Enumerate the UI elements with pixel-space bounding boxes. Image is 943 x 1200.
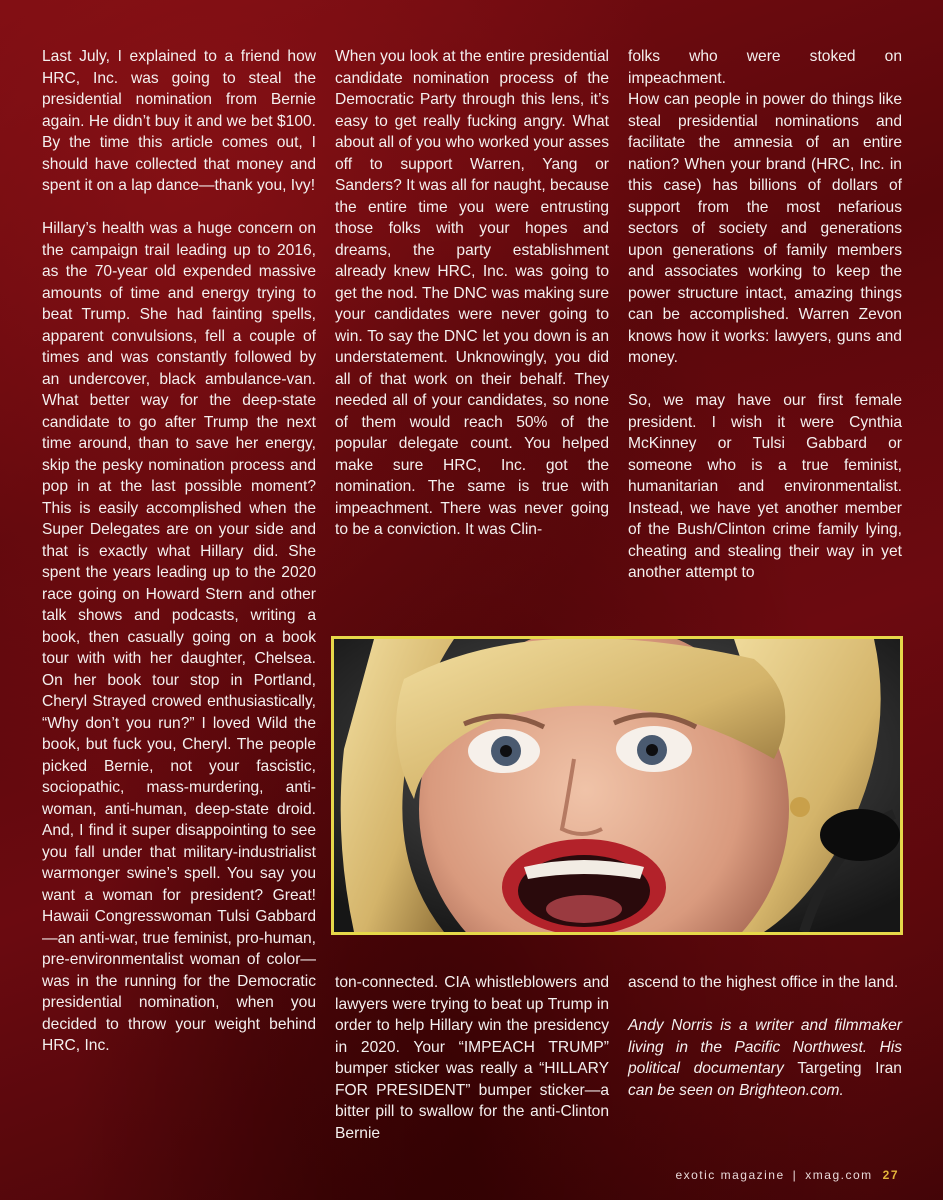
article-column-2-top bbox=[335, 46, 609, 541]
page-footer bbox=[675, 1168, 899, 1182]
footer-divider: | bbox=[792, 1168, 798, 1182]
article-column-3-top bbox=[628, 46, 902, 584]
article-column-1 bbox=[42, 46, 316, 1057]
paragraph: folks who were stoked on impeachment. bbox=[628, 48, 902, 87]
paragraph: So, we may have our first female president. I wish it were Cynthia McKinney or Tulsi Gabbard or someone who is a true feminist, humanitarian and environmentalist. Instead, we have yet another member of the Bush/Clinton crime family lying, cheating and stealing their way in yet another attempt to bbox=[628, 392, 902, 581]
page-number: 27 bbox=[882, 1168, 899, 1182]
author-bio-text: Andy Norris is a writer and filmmaker living in the Pacific Northwest. His political documentary bbox=[628, 1017, 902, 1077]
article-column-3-bottom bbox=[628, 972, 902, 1101]
website: xmag.com bbox=[805, 1168, 873, 1182]
portrait-photo bbox=[331, 636, 903, 935]
documentary-title: Targeting Iran bbox=[797, 1060, 902, 1077]
paragraph: Last July, I explained to a friend how HRC, Inc. was going to steal the presidential nomination from Bernie again. He didn’t buy it and we bet $100. By the time this article comes out, I should have collected that money and spent it on a lap dance—thank you, Ivy! bbox=[42, 48, 316, 194]
paragraph: How can people in power do things like steal presidential nominations and facilitate the amnesia of an entire nation? When your brand (HRC, Inc. in this case) has billions of dollars of support from the most nefarious sectors of society and generations upon generations of family members and associates working to keep the power structure intact, amazing things can be accomplished. Warren Zevon knows how it works: lawyers, guns and money. bbox=[628, 91, 902, 366]
author-bio bbox=[628, 1015, 902, 1101]
paragraph: When you look at the entire presidential candidate nomination process of the Democratic Party through this lens, it’s easy to get really fucking angry. What about all of you who worked your asses off to support Warren, Yang or Sanders? It was all for naught, because the entire time you were entrusting those folks with your hopes and dreams, the party establishment already knew HRC, Inc. was going to get the nod. The DNC was making sure your candidates were never going to win. To say the DNC let you down is an understatement. Unknowingly, you did all of that work on their behalf. They needed all of your candidates, so none of them would reach 50% of the popular delegate count. You helped make sure HRC, Inc. got the nomination. The same is true with impeachment. There was never going to be a conviction. It was Clin- bbox=[335, 48, 609, 538]
paragraph: ton-connected. CIA whistleblowers and lawyers were trying to beat up Trump in order to help Hillary win the presidency in 2020. Your “IMPEACH TRUMP” bumper sticker was really a “HILLARY FOR PRESIDENT” bumper sticker—a bitter pill to swallow for the anti-Clinton Bernie bbox=[335, 974, 609, 1142]
author-bio-text-end: can be seen on Brighteon.com. bbox=[628, 1081, 844, 1099]
portrait-image bbox=[334, 639, 900, 932]
paragraph: ascend to the highest office in the land. bbox=[628, 974, 899, 991]
magazine-name: exotic magazine bbox=[675, 1168, 785, 1182]
article-column-2-bottom bbox=[335, 972, 609, 1144]
paragraph: Hillary’s health was a huge concern on the campaign trail leading up to 2016, as the 70-year old expended massive amounts of time and energy trying to beat Trump. She had fainting spells, apparent convulsions, fell a couple of times and was constantly followed by an undercover, black ambulance-van. What better way for the deep-state candidate to go after Trump the next time around, than to save her energy, skip the pesky nomination process and pop in at the last possible moment? This is easily accomplished when the Super Delegates are on your side and that is exactly what Hillary did. She spent the years leading up to the 2020 race going on Howard Stern and other talk shows and podcasts, writing a book, then casually going on a book tour with with her daughter, Chelsea. On her book tour stop in Portland, Cheryl Strayed crowed enthusiastically, “Why don’t you run?” I loved Wild the book, but fuck you, Cheryl. The people picked Bernie, not your fascistic, sociopathic, mass-murdering, anti-woman, anti-human, deep-state droid. And, I find it super disappointing to see you fall under that military-industrialist warmonger swine’s spell. You say you want a woman for president? Great! Hawaii Congresswoman Tulsi Gabbard—an anti-war, true feminist, pro-human, pre-environmentalist woman of color—was in the running for the Democratic presidential nomination, when you decided to throw your weight behind HRC, Inc. bbox=[42, 220, 316, 1054]
